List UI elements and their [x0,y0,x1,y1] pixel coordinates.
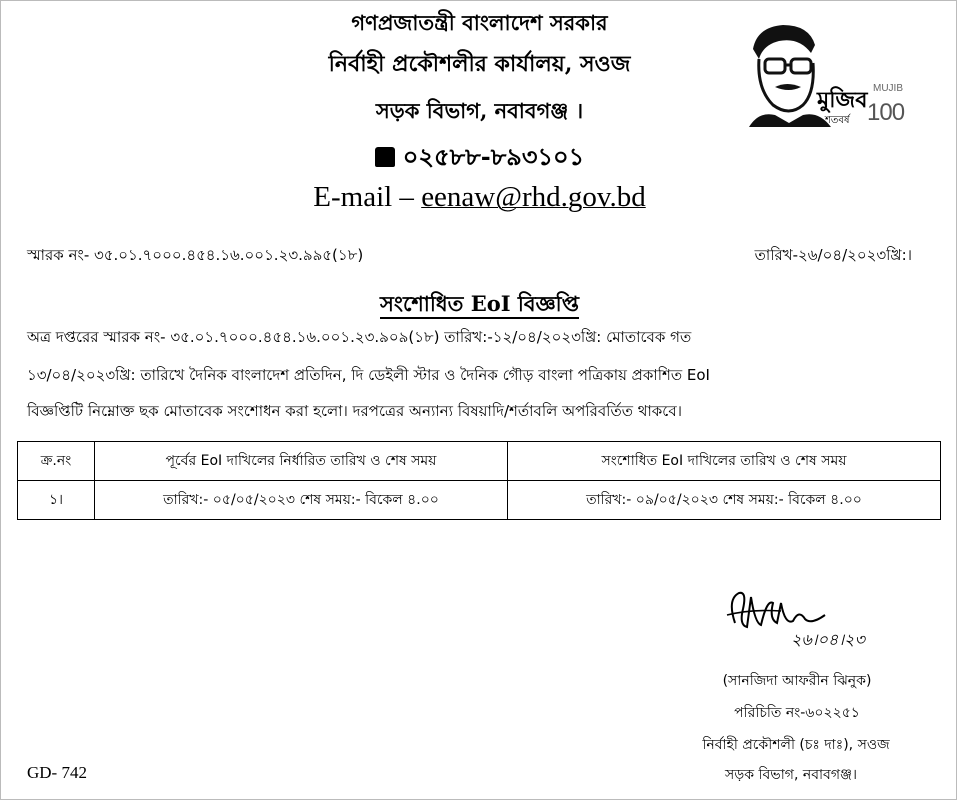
cell-serial: ১। [18,481,95,520]
table-header-row [18,442,941,481]
division-title: সড়ক বিভাগ, নবাবগঞ্জ । [375,98,584,123]
notice-title [1,288,957,323]
phone-number: ০২৫৮৮-৮৯৩১০১ [402,142,585,171]
memo-date: তারিখ-২৬/০৪/২০২৩খ্রি:। [754,246,912,264]
header-serial: ক্র.নং [18,442,95,481]
phone-line [1,139,957,179]
logo-sub: শতবর্ষ [825,115,850,126]
email-line [1,181,957,214]
mujib-100-logo [739,19,907,131]
logo-en: MUJIB [873,83,903,94]
header-previous: পূর্বের EoI দাখিলের নির্ধারিত তারিখ ও শেষ সময় [95,442,508,481]
signatory-name: (সানজিদা আফরীন ঝিনুক) [722,673,872,689]
email-address[interactable]: eenaw@rhd.gov.bd [421,181,646,213]
header-revised: সংশোধিত EoI দাখিলের তারিখ ও শেষ সময় [508,442,941,481]
signatory-id: পরিচিতি নং-৬০২২৫১ [734,705,860,721]
revision-table [17,441,941,520]
gd-code: GD- 742 [27,763,87,782]
body-line-1: অত্র দপ্তরের স্মারক নং- ৩৫.০১.৭০০০.৪৫৪.১৬.০০১.২৩.৯০৯(১৮) তারিখ:-১২/০৪/২০২৩খ্রি: মোতাবেক গত [27,328,692,346]
cell-previous: তারিখ:- ০৫/০৫/২০২৩ শেষ সময়:- বিকেল ৪.০০ [95,481,508,520]
body-line-2: ১৩/০৪/২০২৩খ্রি: তারিখে দৈনিক বাংলাদেশ প্রতিদিন, দি ডেইলী স্টার ও দৈনিক গৌড় বাংলা পত্রিকায় প্রকাশিত EoI [27,366,710,384]
logo-num: 100 [867,99,905,126]
email-prefix: E-mail – [313,181,422,213]
notice-title-text: সংশোধিত EoI বিজ্ঞপ্তি [380,291,579,319]
body-line-3: বিজ্ঞপ্তিটি নিম্নোক্ত ছক মোতাবেক সংশোধন করা হলো। দরপত্রের অন্যান্য বিষয়াদি/শর্তাবলি অপরিবর্তিত থাকবে। [27,402,683,420]
signature-date: ২৬।০৪।২৩ [791,630,865,649]
memo-number: স্মারক নং- ৩৫.০১.৭০০০.৪৫৪.১৬.০০১.২৩.৯৯৫(১৮) [27,246,364,264]
signatory-office: সড়ক বিভাগ, নবাবগঞ্জ। [725,767,857,783]
govt-title: গণপ্রজাতন্ত্রী বাংলাদেশ সরকার [351,10,608,35]
telephone-icon [375,147,395,167]
logo-word: মুজিব [817,88,868,113]
table-row [18,481,941,520]
signatory-designation: নির্বাহী প্রকৌশলী (চঃ দাঃ), সওজ [702,737,890,753]
cell-revised: তারিখ:- ০৯/০৫/২০২৩ শেষ সময়:- বিকেল ৪.০০ [508,481,941,520]
office-title: নির্বাহী প্রকৌশলীর কার্যালয়, সওজ [328,51,631,77]
